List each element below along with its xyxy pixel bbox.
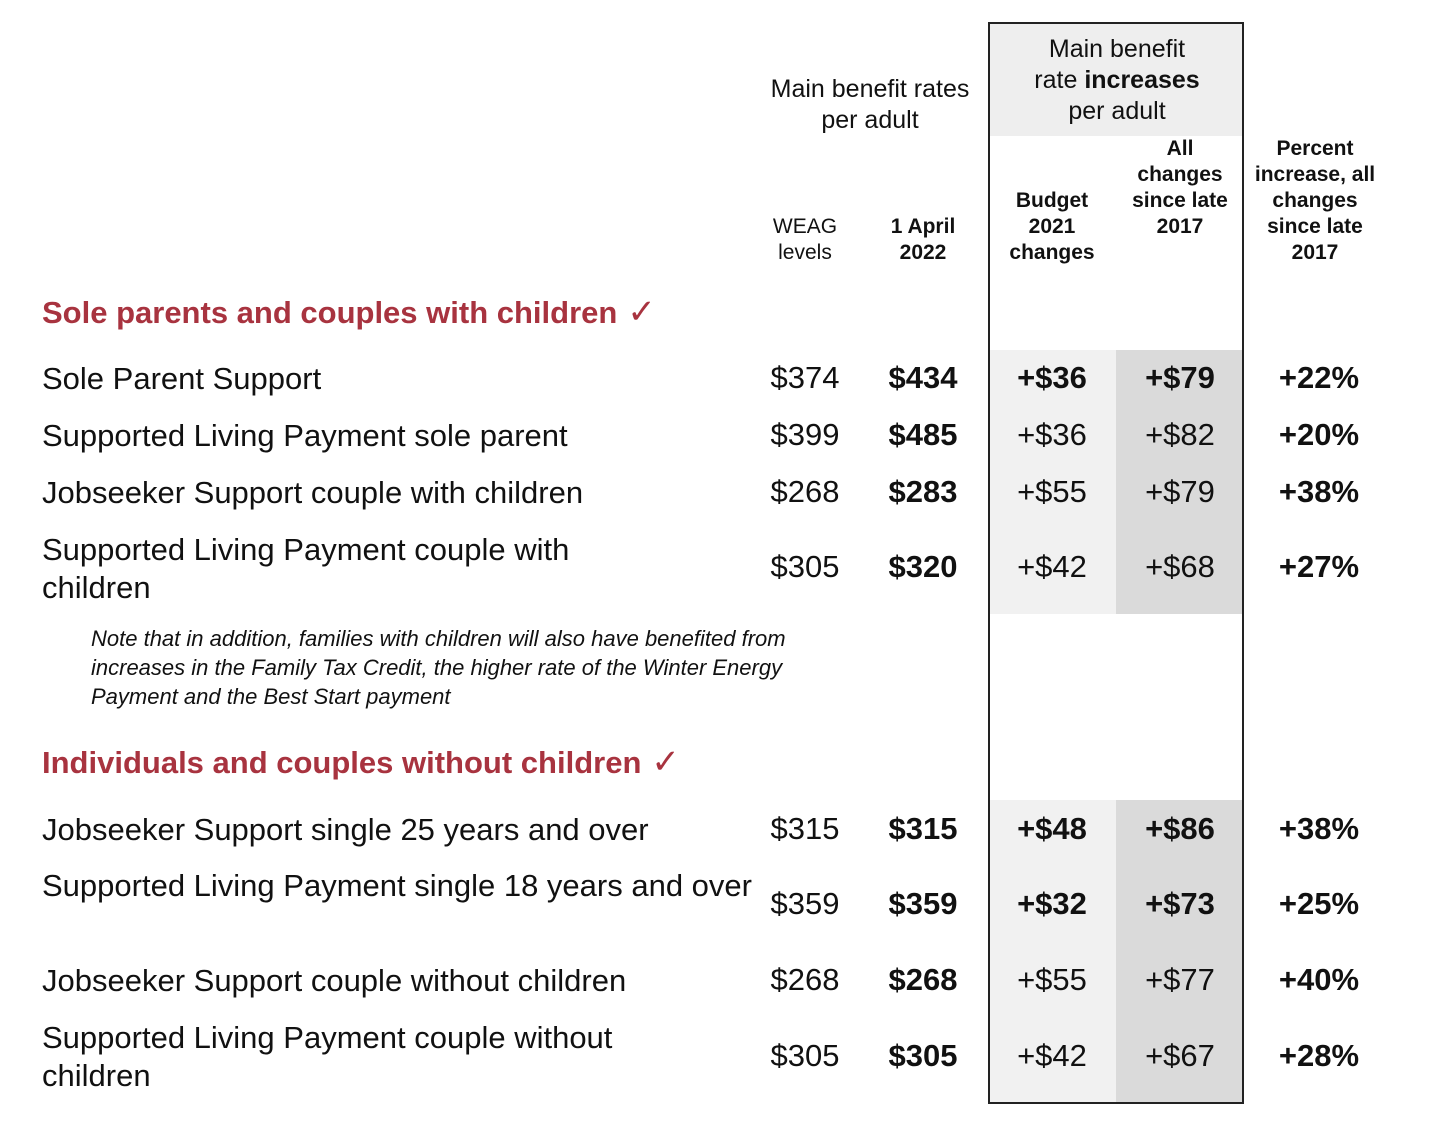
budget-value: +$32 [1017,886,1087,921]
percent-value: +38% [1278,474,1360,509]
families-note: Note that in addition, families with children will also have benefited from increases in the Family Tax Credit, the higher rate of the Winter Energy Payment and the Best Start payment [91,626,786,709]
april-value: $434 [888,360,958,395]
percent-value: +40% [1278,962,1360,997]
row-label: Supported Living Payment single 18 years and over [42,868,752,903]
section-title-text: Individuals and couples without children [42,745,642,780]
row-label: Jobseeker Support couple with children [42,475,584,510]
increases-header [992,34,1242,127]
all-changes-value: +$77 [1145,962,1215,997]
col-header-april-text: 1 April 2022 [890,215,956,264]
weag-value: $305 [770,549,840,584]
increases-header-rate: rate [1034,66,1085,94]
all-changes-value: +$79 [1145,474,1215,509]
row-label: Supported Living Payment sole parent [42,418,568,453]
weag-value: $305 [770,1038,840,1073]
percent-value: +28% [1278,1038,1360,1073]
col-header-percent [1248,136,1382,266]
budget-value: +$42 [1017,549,1087,584]
percent-value: +25% [1278,886,1360,921]
april-value: $315 [888,811,958,846]
weag-value: $399 [770,417,840,452]
rates-header-text: Main benefit rates per adult [770,75,970,134]
april-value: $268 [888,962,958,997]
increases-header-line2 [992,65,1242,96]
weag-value: $315 [770,811,840,846]
row-label: Supported Living Payment couple with children [42,532,570,605]
april-value: $359 [888,886,958,921]
budget-value: +$42 [1017,1038,1087,1073]
all-changes-value: +$73 [1145,886,1215,921]
budget-value: +$55 [1017,474,1087,509]
col-header-weag [755,214,855,266]
col-header-budget [1000,188,1104,266]
col-header-weag-text: WEAG levels [772,215,838,264]
increases-header-bold: increases [1084,66,1200,94]
weag-value: $268 [770,474,840,509]
weag-value: $359 [770,886,840,921]
weag-value: $268 [770,962,840,997]
row-label: Jobseeker Support single 25 years and over [42,812,649,847]
weag-value: $374 [770,360,840,395]
increases-header-line3: per adult [1068,97,1166,125]
all-changes-value: +$82 [1145,417,1215,452]
april-value: $305 [888,1038,958,1073]
col-header-budget-text: Budget 2021 changes [1009,189,1095,264]
col-header-all-changes-text: All changes since late 2017 [1132,137,1228,238]
col-header-april [878,214,968,266]
percent-value: +22% [1278,360,1360,395]
budget-value: +$55 [1017,962,1087,997]
section-title-without-children [42,742,680,782]
all-changes-value: +$86 [1145,811,1215,846]
april-value: $485 [888,417,958,452]
row-label: Sole Parent Support [42,361,322,396]
percent-value: +20% [1278,417,1360,452]
increases-header-line1: Main benefit [1048,35,1186,63]
col-header-percent-text: Percent increase, all changes since late 2017 [1254,137,1376,264]
section-title-with-children [42,292,656,332]
budget-value: +$48 [1017,811,1087,846]
col-header-all-changes [1128,136,1232,240]
budget-value: +$36 [1017,417,1087,452]
budget-value: +$36 [1017,360,1087,395]
all-changes-value: +$67 [1145,1038,1215,1073]
all-changes-value: +$79 [1145,360,1215,395]
checkmark-icon: ✓ [627,293,656,331]
row-label: Jobseeker Support couple without children [42,963,627,998]
row-label: Supported Living Payment couple without children [42,1020,613,1093]
percent-value: +27% [1278,549,1360,584]
checkmark-icon: ✓ [651,743,680,781]
april-value: $283 [888,474,958,509]
rates-header [770,74,970,136]
section-title-text: Sole parents and couples with children [42,295,618,330]
april-value: $320 [888,549,958,584]
all-changes-value: +$68 [1145,549,1215,584]
percent-value: +38% [1278,811,1360,846]
